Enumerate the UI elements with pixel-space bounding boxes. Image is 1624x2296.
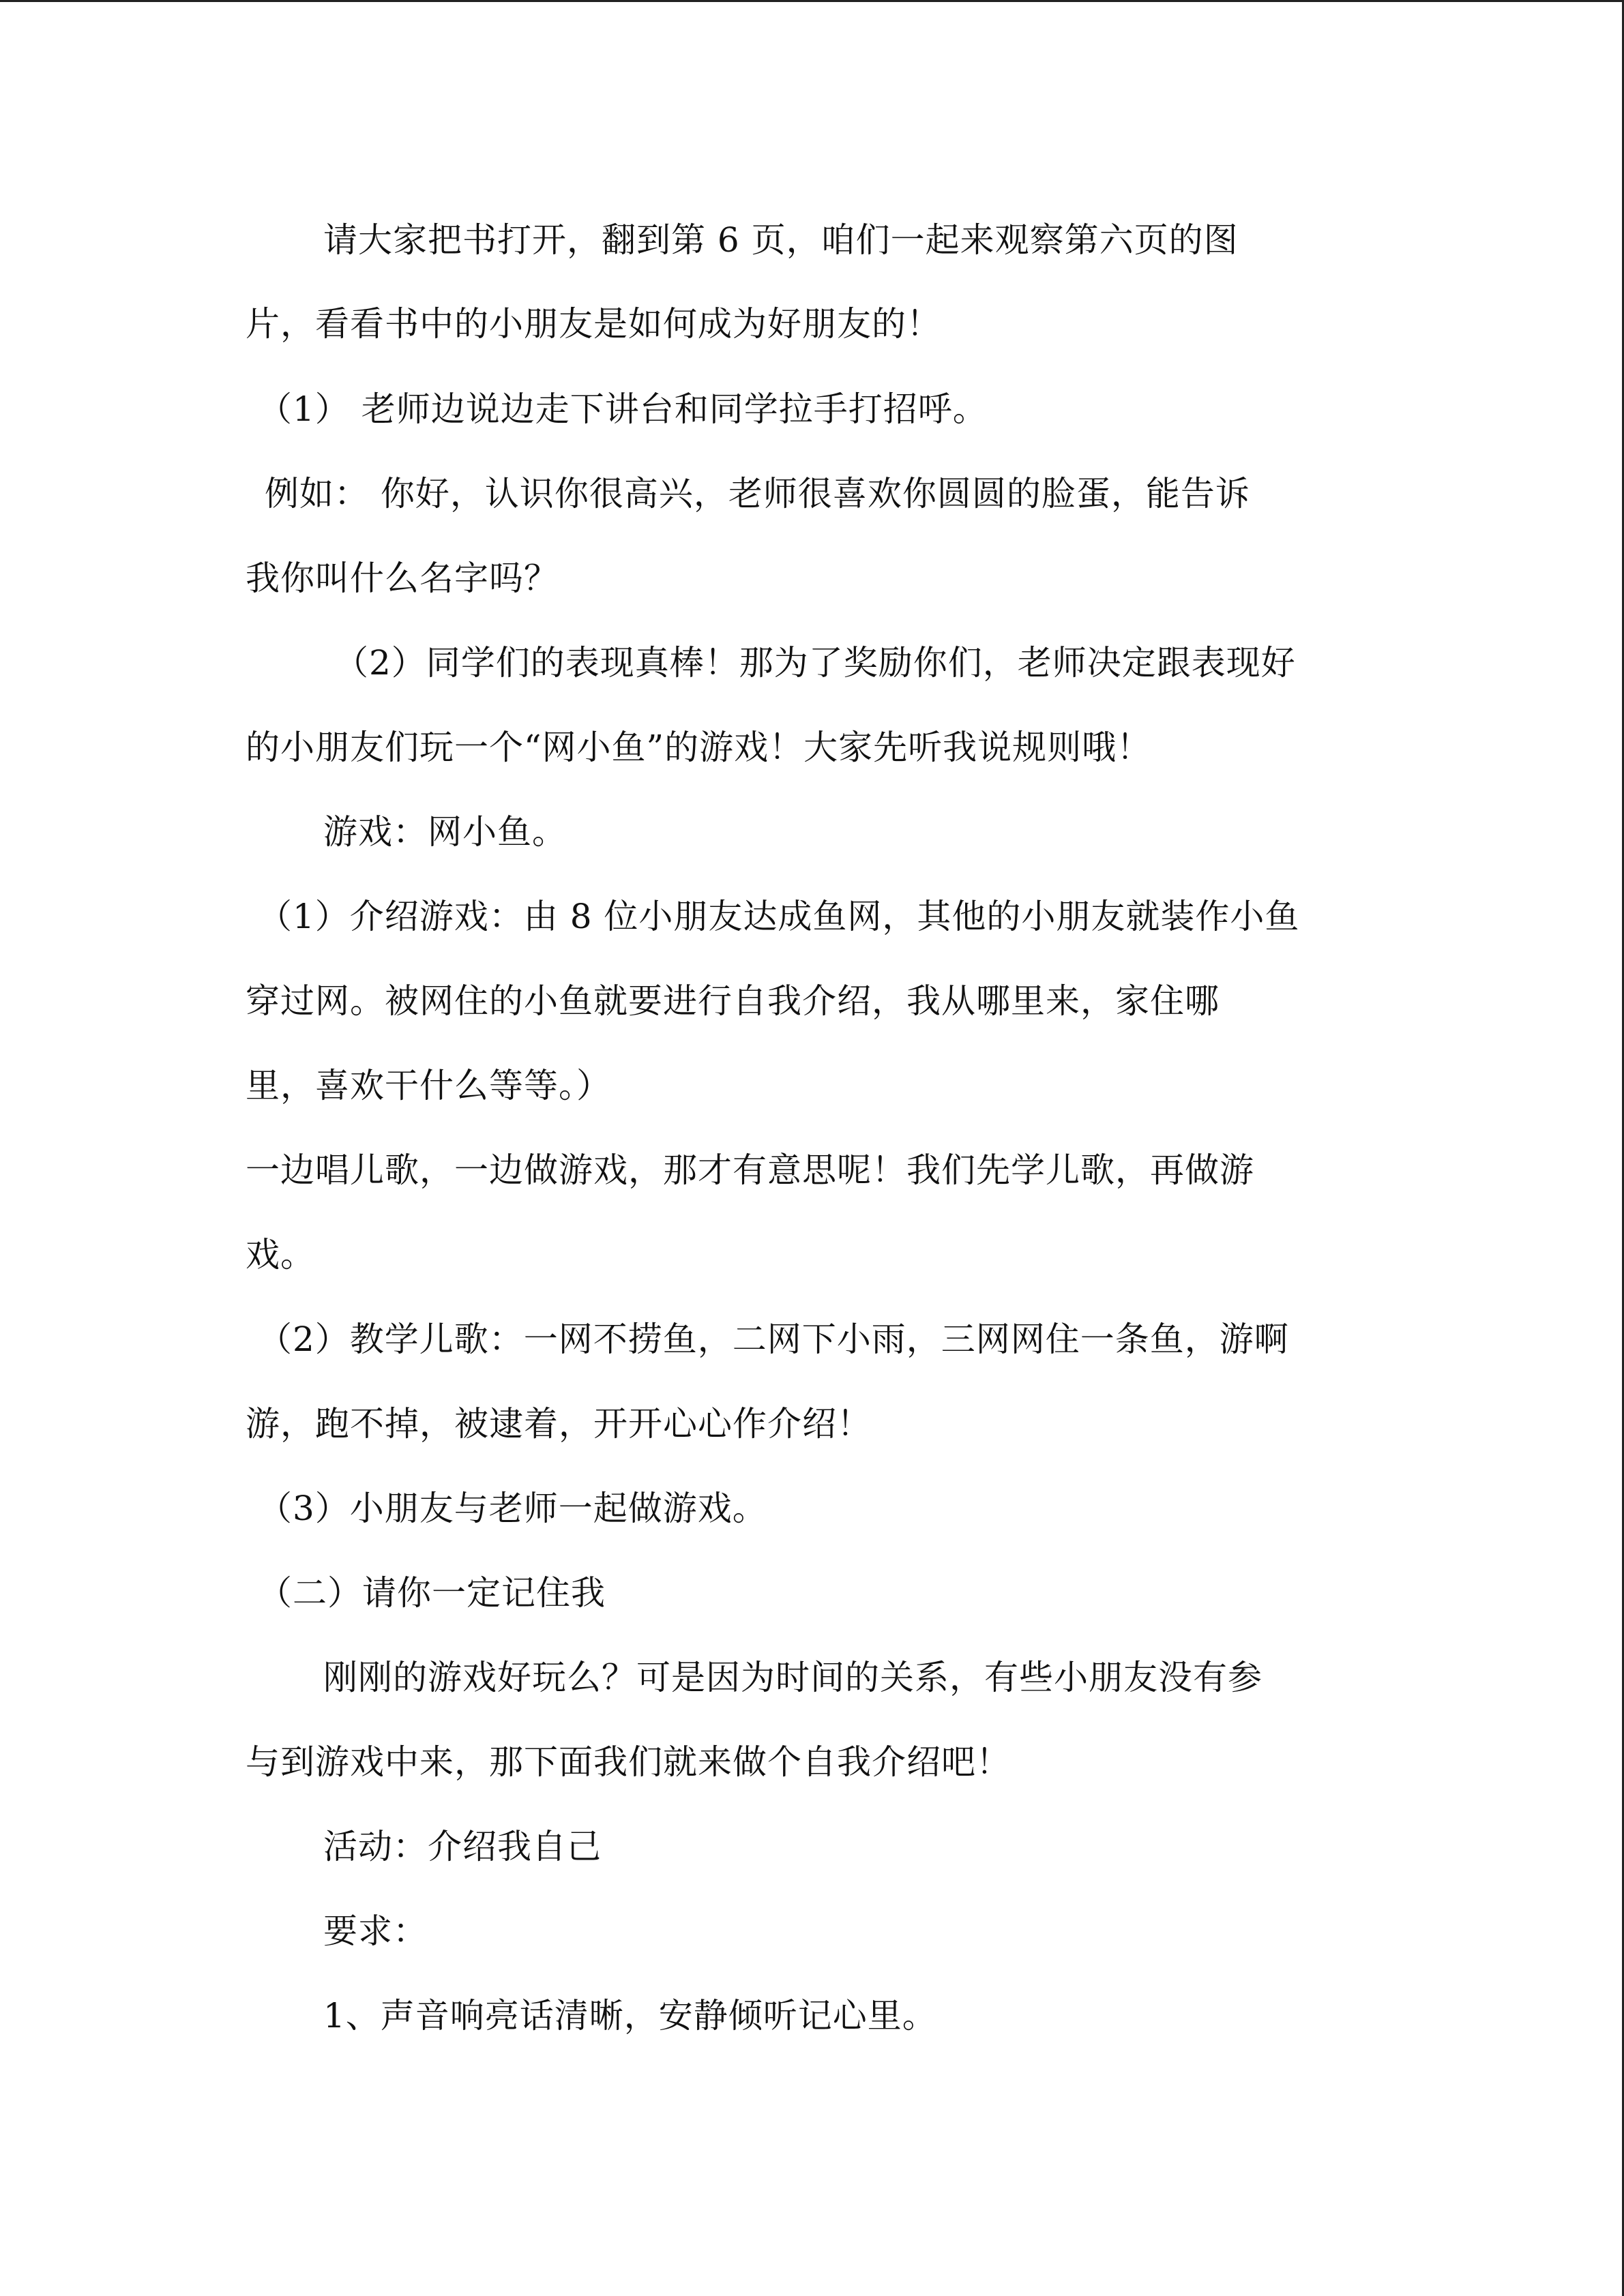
- paragraph-line-21: 要求：: [323, 1911, 428, 1951]
- paragraph-line-8: 游戏：网小鱼。: [323, 812, 567, 852]
- paragraph-line-19: 与到游戏中来，那下面我们就来做个自我介绍吧！: [246, 1742, 1011, 1782]
- paragraph-line-11: 里，喜欢干什么等等。）: [246, 1066, 611, 1105]
- paragraph-line-16: （3）小朋友与老师一起做游戏。: [258, 1489, 767, 1528]
- paragraph-line-10: 穿过网。被网住的小鱼就要进行自我介绍，我从哪里来，家住哪: [246, 981, 1220, 1021]
- paragraph-line-2: 片，看看书中的小朋友是如何成为好朋友的！: [246, 304, 941, 344]
- paragraph-line-3: （1） 老师边说边走下讲台和同学拉手打招呼。: [258, 389, 988, 429]
- page-top-border: [0, 0, 1624, 2]
- paragraph-line-5: 我你叫什么名字吗？: [246, 558, 559, 598]
- paragraph-line-20: 活动：介绍我自己: [323, 1827, 602, 1866]
- paragraph-line-9: （1）介绍游戏：由 8 位小朋友达成鱼网，其他的小朋友就装作小鱼: [258, 897, 1300, 936]
- paragraph-line-12: 一边唱儿歌，一边做游戏，那才有意思呢！我们先学儿歌，再做游: [246, 1150, 1254, 1190]
- paragraph-line-7: 的小朋友们玩一个“网小鱼”的游戏！大家先听我说规则哦！: [246, 728, 1152, 767]
- paragraph-line-14: （2）教学儿歌：一网不捞鱼，二网下小雨，三网网住一条鱼，游啊: [258, 1320, 1289, 1359]
- paragraph-line-22: 1、声音响亮话清晰，安静倾听记心里。: [323, 1996, 937, 2036]
- paragraph-line-15: 游，跑不掉，被逮着，开开心心作介绍！: [246, 1404, 872, 1444]
- paragraph-line-4: 例如： 你好，认识你很高兴，老师很喜欢你圆圆的脸蛋，能告诉: [265, 474, 1250, 513]
- paragraph-line-1: 请大家把书打开，翻到第 6 页，咱们一起来观察第六页的图: [323, 220, 1239, 260]
- paragraph-line-13: 戏。: [246, 1235, 315, 1274]
- section-heading-2: （二）请你一定记住我: [258, 1573, 606, 1613]
- paragraph-line-6: （2）同学们的表现真棒！那为了奖励你们，老师决定跟表现好: [334, 643, 1296, 683]
- paragraph-line-18: 刚刚的游戏好玩么？可是因为时间的关系，有些小朋友没有参: [323, 1658, 1263, 1697]
